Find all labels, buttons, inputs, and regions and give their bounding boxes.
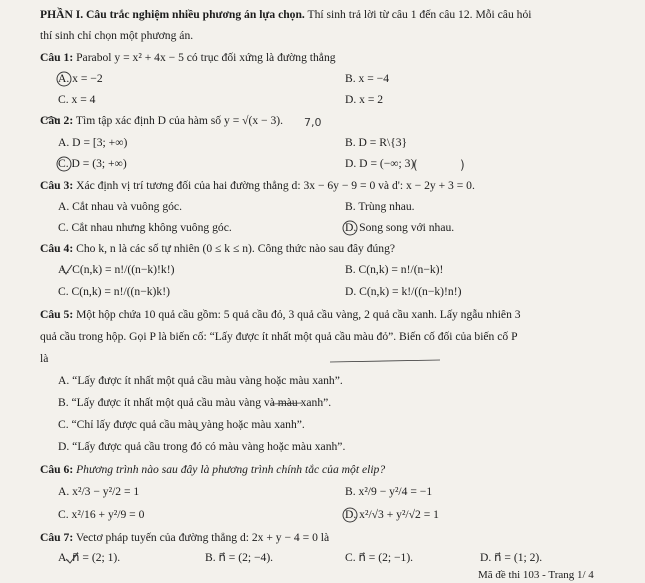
question-1-stem: Parabol y = x² + 4x − 5 có trục đối xứng là đường thẳng: [76, 51, 336, 64]
q1-option-d[interactable]: D. x = 2: [345, 93, 384, 106]
header-line: [40, 8, 531, 22]
question-1: [40, 51, 336, 65]
q2-option-d[interactable]: D. D = (−∞; 3): [345, 157, 415, 170]
instruction-1: Thí sinh trả lời từ câu 1 đến câu 12. Mỗi câu hỏi: [307, 8, 532, 21]
instruction-2: thí sinh chỉ chọn một phương án.: [40, 29, 194, 42]
question-5-stem-3: là: [40, 352, 49, 365]
q7-option-b[interactable]: B. n⃗ = (2; −4).: [205, 551, 274, 564]
q4-option-a[interactable]: A. C(n,k) = n!/((n−k)!k!): [58, 263, 175, 276]
q2-option-a[interactable]: A. D = [3; +∞): [58, 136, 128, 149]
question-2-stem: Tìm tập xác định D của hàm số y = √(x − 3).: [75, 114, 284, 127]
q5-option-c[interactable]: C. “Chỉ lấy được quả cầu màu vàng hoặc màu xanh”.: [58, 418, 305, 431]
q6-option-b[interactable]: B. x²/9 − y²/4 = −1: [345, 485, 433, 498]
question-7: [40, 531, 329, 545]
question-5-stem-2: quả cầu trong hộp. Gọi P là biến cố: “Lấy được ít nhất một quả cầu màu đỏ”. Biến cố đối của biến cố P: [40, 330, 518, 343]
question-4-label: Câu 4:: [40, 242, 74, 255]
q1-option-b[interactable]: B. x = −4: [345, 72, 389, 85]
question-5-label: Câu 5:: [40, 308, 74, 321]
page-footer: Mã đề thi 103 - Trang 1/ 4: [478, 569, 594, 581]
question-5: [40, 308, 521, 322]
q7-option-d[interactable]: D. n⃗ = (1; 2).: [480, 551, 543, 564]
q2-option-c[interactable]: C. D = (3; +∞): [58, 157, 127, 170]
question-3-label: Câu 3:: [40, 179, 74, 192]
q5-option-b[interactable]: B. “Lấy được ít nhất một quả cầu màu vàng và màu xanh”.: [58, 396, 332, 409]
q7-option-c[interactable]: C. n⃗ = (2; −1).: [345, 551, 414, 564]
q3-option-d[interactable]: D. Song song với nhau.: [345, 221, 455, 234]
question-7-label: Câu 7:: [40, 531, 74, 544]
q4-option-c[interactable]: C. C(n,k) = n!/((n−k)k!): [58, 285, 170, 298]
q5-option-a[interactable]: A. “Lấy được ít nhất một quả cầu màu vàng hoặc màu xanh”.: [58, 374, 343, 387]
question-6-label: Câu 6:: [40, 463, 74, 476]
question-3: [40, 179, 475, 193]
q7-option-a[interactable]: A. n⃗ = (2; 1).: [58, 551, 121, 564]
q2-option-b[interactable]: B. D = R\{3}: [345, 136, 408, 149]
question-7-stem: Vectơ pháp tuyến của đường thẳng d: 2x + y − 4 = 0 là: [75, 531, 330, 544]
q6-option-c[interactable]: C. x²/16 + y²/9 = 0: [58, 508, 145, 521]
question-5-stem-1: Một hộp chứa 10 quả cầu gồm: 5 quả cầu đỏ, 3 quả cầu vàng, 2 quả cầu xanh. Lấy ngẫu nhiên 3: [76, 308, 521, 321]
q3-option-b[interactable]: B. Trùng nhau.: [345, 200, 415, 213]
q6-option-d[interactable]: D. x²/√3 + y²/√2 = 1: [345, 508, 439, 521]
q4-option-b[interactable]: B. C(n,k) = n!/(n−k)!: [345, 263, 444, 276]
q3-option-c[interactable]: C. Cắt nhau nhưng không vuông góc.: [58, 221, 232, 234]
question-1-label: Câu 1:: [40, 51, 74, 64]
question-2: [40, 114, 283, 128]
q5-option-d[interactable]: D. “Lấy được quả cầu trong đó có màu vàng hoặc màu xanh”.: [58, 440, 346, 453]
q6-option-a[interactable]: A. x²/3 − y²/2 = 1: [58, 485, 140, 498]
q3-option-a[interactable]: A. Cắt nhau và vuông góc.: [58, 200, 182, 213]
q4-option-d[interactable]: D. C(n,k) = k!/((n−k)!n!): [345, 285, 462, 298]
question-6: [40, 463, 385, 477]
q1-option-c[interactable]: C. x = 4: [58, 93, 96, 106]
q2-d-open-bracket: (: [413, 158, 418, 172]
part-title: PHẦN I. Câu trắc nghiệm nhiều phương án lựa chọn.: [40, 8, 305, 21]
q2-note-text: 7,0: [304, 116, 322, 129]
question-4: [40, 242, 395, 256]
q1-option-a[interactable]: A. x = −2: [58, 72, 103, 85]
question-4-stem: Cho k, n là các số tự nhiên (0 ≤ k ≤ n). Công thức nào sau đây đúng?: [76, 242, 396, 255]
question-3-stem: Xác định vị trí tương đối của hai đường thẳng d: 3x − 6y − 9 = 0 và d': x − 2y + 3 = 0.: [76, 179, 475, 192]
q5-underline-mark: [330, 360, 440, 362]
q2-d-close-bracket: ): [460, 158, 465, 172]
question-6-stem: Phương trình nào sau đây là phương trình chính tắc của một elip?: [76, 463, 386, 476]
question-2-label: Câu 2:: [40, 114, 74, 127]
